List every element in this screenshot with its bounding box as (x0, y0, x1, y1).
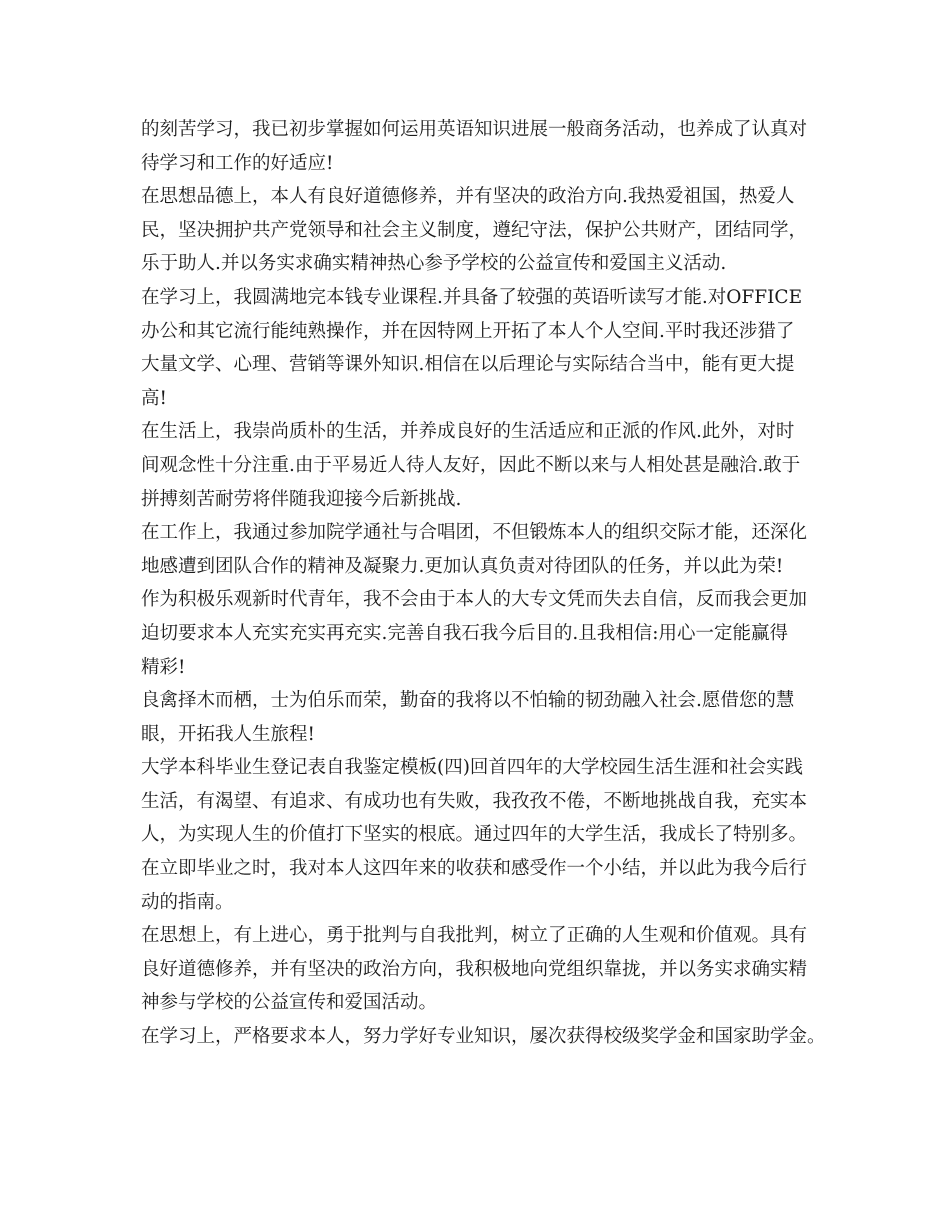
text-line: 在生活上，我崇尚质朴的生活，并养成良好的生活适应和正派的作风.此外，对时 (141, 421, 795, 443)
text-line: 迫切要求本人充实充实再充实.完善自我石我今后目的.且我相信:用心一定能赢得 (141, 622, 788, 644)
text-line: 在学习上，我圆满地完本钱专业课程.并具备了较强的英语听读写才能.对OFFICE (141, 286, 803, 308)
text-line: 乐于助人.并以务实求确实精神热心参予学校的公益宣传和爱国主义活动. (141, 253, 727, 275)
text-line: 在思想品德上，本人有良好道德修养，并有坚决的政治方向.我热爱祖国，热爱人 (141, 186, 795, 208)
text-line: 大量文学、心理、营销等课外知识.相信在以后理论与实际结合当中，能有更大提 (141, 354, 795, 376)
text-line: 的刻苦学习，我已初步掌握如何运用英语知识进展一般商务活动，也养成了认真对 (141, 119, 808, 140)
text-line: 在工作上，我通过参加院学通社与合唱团，不但锻炼本人的组织交际才能，还深化 (141, 522, 808, 544)
text-line: 良禽择木而栖，士为伯乐而荣，勤奋的我将以不怕输的韧劲融入社会.愿借您的慧 (141, 690, 795, 712)
text-line: 生活，有渴望、有追求、有成功也有失败，我孜孜不倦，不断地挑战自我，充实本 (141, 790, 808, 812)
text-line: 大学本科毕业生登记表自我鉴定模板(四)回首四年的大学校园生活生涯和社会实践 (141, 757, 803, 779)
text-line: 办公和其它流行能纯熟操作，并在因特网上开拓了本人个人空间.平时我还涉猎了 (141, 320, 795, 342)
text-line: 动的指南。 (141, 891, 234, 913)
text-line: 地感遭到团队合作的精神及凝聚力.更加认真负责对待团队的任务，并以此为荣! (141, 555, 784, 577)
text-line: 人，为实现人生的价值打下坚实的根底。通过四年的大学生活，我成长了特别多。 (141, 824, 808, 846)
document-body (141, 113, 831, 1054)
text-line: 民，坚决拥护共产党领导和社会主义制度，遵纪守法，保护公共财产，团结同学， (141, 219, 808, 241)
text-line: 拼搏刻苦耐劳将伴随我迎接今后新挑战. (141, 488, 462, 510)
text-line: 间观念性十分注重.由于平易近人待人友好，因此不断以来与人相处甚是融洽.敢于 (141, 454, 801, 476)
text-line: 精彩! (141, 656, 186, 678)
text-line: 高! (141, 387, 167, 409)
text-line: 在学习上，严格要求本人，努力学好专业知识，屡次获得校级奖学金和国家助学金。 (141, 1026, 826, 1048)
text-line: 作为积极乐观新时代青年，我不会由于本人的大专文凭而失去自信，反而我会更加 (141, 589, 808, 611)
text-line: 在思想上，有上进心，勇于批判与自我批判，树立了正确的人生观和价值观。具有 (141, 925, 808, 947)
text-line: 良好道德修养，并有坚决的政治方向，我积极地向党组织靠拢，并以务实求确实精 (141, 958, 808, 980)
text-line: 在立即毕业之时，我对本人这四年来的收获和感受作一个小结，并以此为我今后行 (141, 858, 808, 880)
text-line: 待学习和工作的好适应! (141, 152, 334, 174)
text-line: 眼，开拓我人生旅程! (141, 723, 315, 745)
text-line: 神参与学校的公益宣传和爱国活动。 (141, 992, 438, 1014)
